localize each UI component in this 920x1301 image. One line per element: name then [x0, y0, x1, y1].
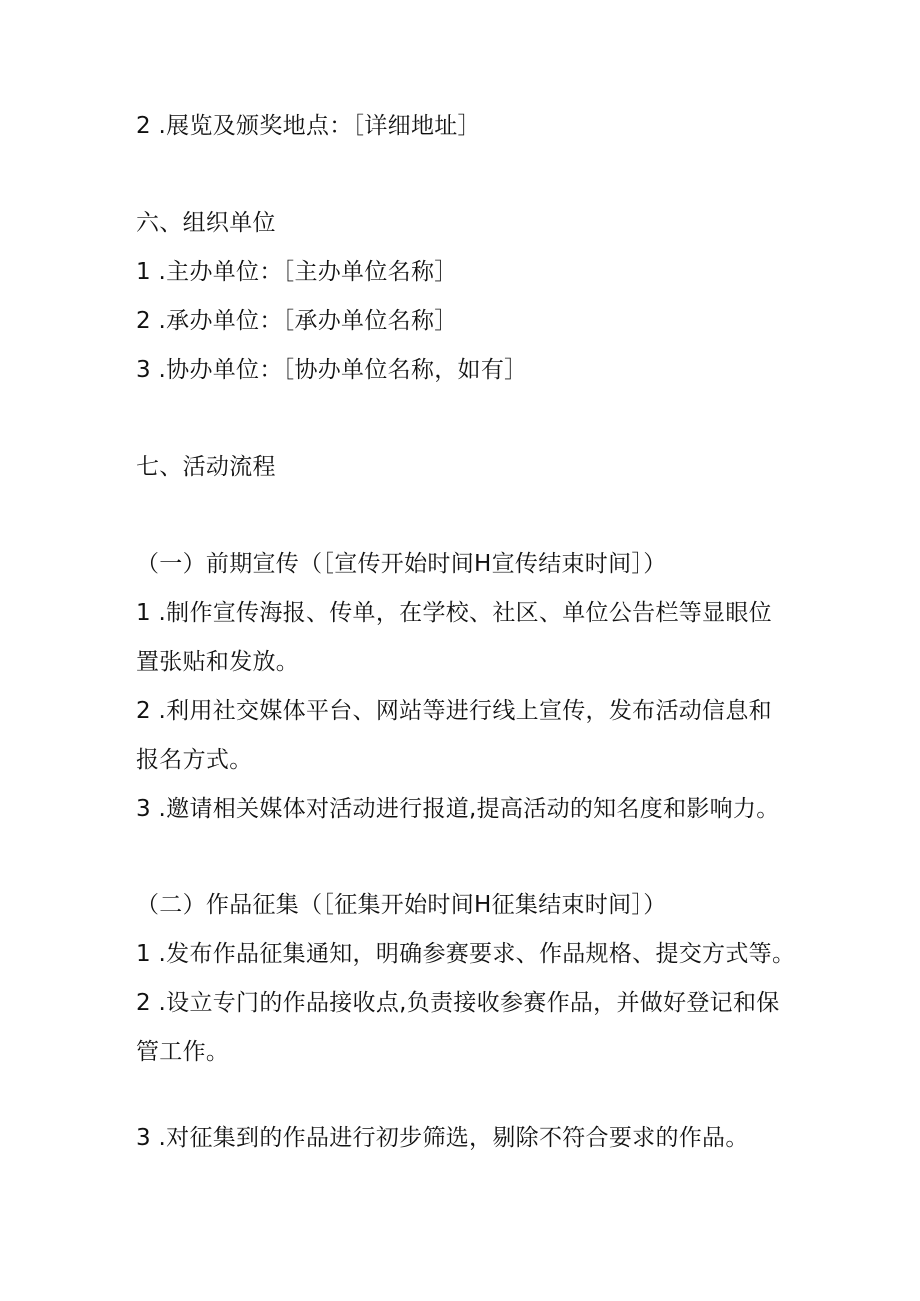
promotion-item-2-line-2: 报名方式。 — [136, 747, 253, 773]
promotion-item-3: 3 .邀请相关媒体对活动进行报道,提高活动的知名度和影响力。 — [136, 796, 780, 822]
section-heading-organizers: 六、组织单位 — [136, 210, 276, 236]
promotion-item-1-line-2: 置张贴和发放。 — [136, 649, 300, 675]
collection-item-1: 1 .发布作品征集通知，明确参赛要求、作品规格、提交方式等。 — [136, 941, 796, 967]
promotion-item-2-line-1: 2 .利用社交媒体平台、网站等进行线上宣传，发布活动信息和 — [136, 698, 772, 724]
subsection-heading-promotion: （一）前期宣传（［宣传开始时间H宣传结束时间］） — [136, 551, 667, 577]
collection-item-3: 3 .对征集到的作品进行初步筛选，剔除不符合要求的作品。 — [136, 1125, 749, 1151]
subsection-heading-collection: （二）作品征集（［征集开始时间H征集结束时间］） — [136, 892, 667, 918]
collection-item-2-line-2: 管工作。 — [136, 1039, 230, 1065]
promotion-item-1-line-1: 1 .制作宣传海报、传单，在学校、社区、单位公告栏等显眼位 — [136, 600, 772, 626]
section-heading-process: 七、活动流程 — [136, 454, 276, 480]
collection-item-2-line-1: 2 .设立专门的作品接收点,负责接收参赛作品，并做好登记和保 — [136, 990, 780, 1016]
undertaking-organizer-line: 2 .承办单位：［承办单位名称］ — [136, 308, 458, 334]
co-organizer-line: 3 .协办单位：［协办单位名称，如有］ — [136, 357, 528, 383]
venue-address-line: 2 .展览及颁奖地点：［详细地址］ — [136, 113, 481, 139]
host-organizer-line: 1 .主办单位：［主办单位名称］ — [136, 259, 458, 285]
